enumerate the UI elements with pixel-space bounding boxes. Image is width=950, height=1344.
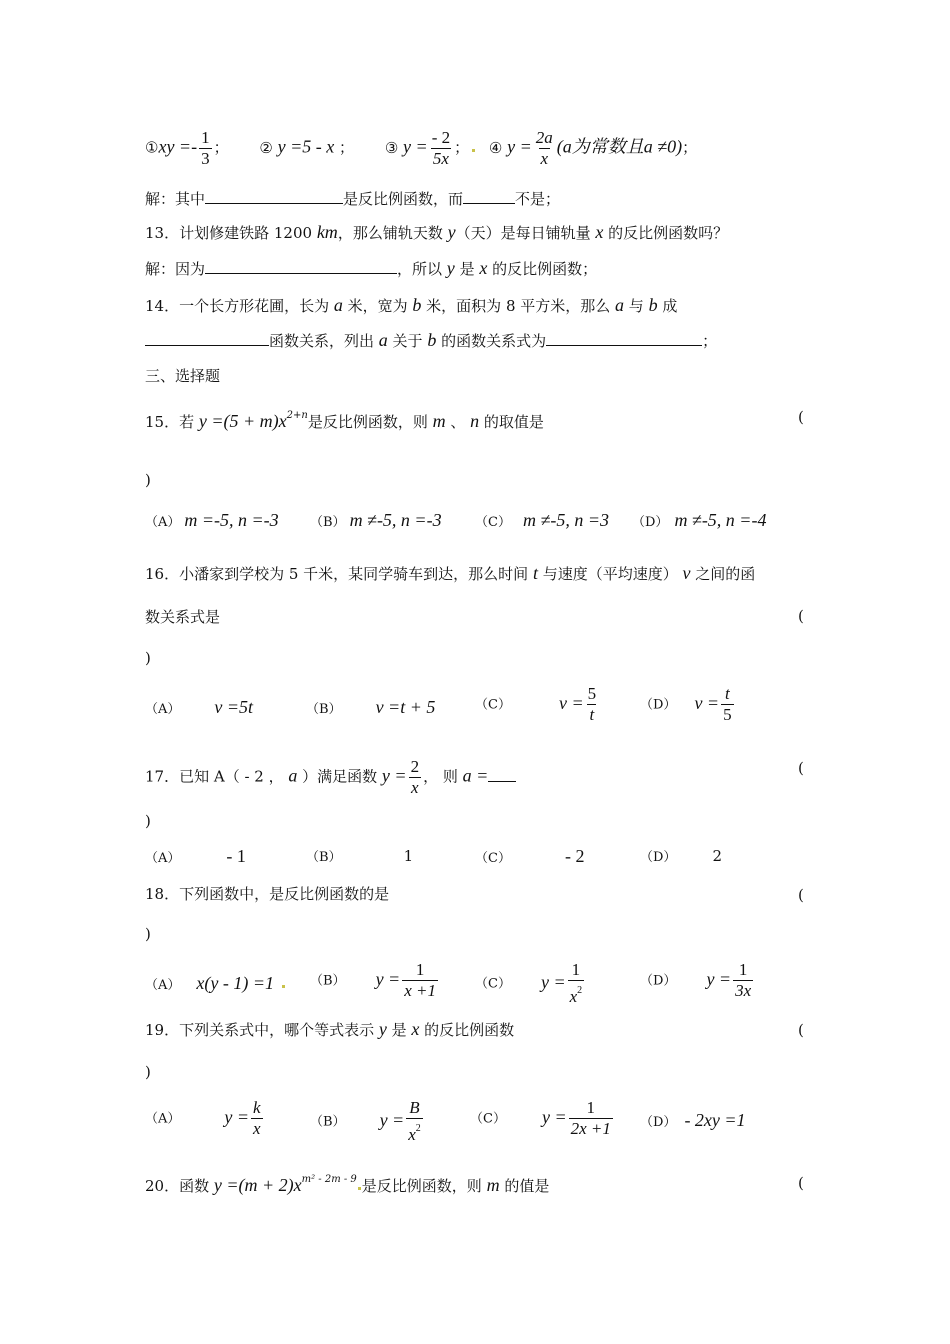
q18-option-d[interactable] [640, 960, 755, 1001]
fraction-numerator: t [724, 684, 730, 703]
q16-text: 16．小潘家到学校为 5 千米，某同学骑车到达，那么时间 [145, 565, 533, 583]
var-b: b [412, 295, 422, 315]
q17-function-lhs: y = [381, 765, 407, 786]
answer-suffix: 不是； [515, 190, 561, 208]
answer-suffix: 的反比例函数； [487, 260, 598, 278]
q13-text: （天）是每日铺轨量 [455, 224, 596, 242]
formula-1-lhs: xy =- [158, 136, 198, 157]
q13-text: 13．计划修建铁路 1200 [145, 224, 317, 242]
fraction-numerator: 1 [571, 960, 581, 979]
formula-3-lhs: y = [403, 136, 428, 157]
q14-text: ； [702, 332, 718, 350]
option-label: （D） [640, 1115, 677, 1130]
option-lhs: y = [379, 1109, 405, 1130]
q19-text: 的反比例函数 [419, 1021, 515, 1039]
option-lhs: y = [224, 1106, 250, 1127]
answer-prefix: 解：因为 [145, 260, 206, 278]
option-expr: m ≠-5, n =-4 [674, 510, 767, 530]
answer-paren-open: ( [798, 886, 804, 904]
option-label: （B） [310, 1114, 346, 1130]
q18-option-c[interactable] [475, 960, 586, 1007]
option-fraction [586, 684, 599, 725]
answer-paren-close: ) [145, 1063, 151, 1081]
option-expr: - 2xy =1 [684, 1110, 746, 1130]
q14-text: 米，面积为 8 平方米，那么 [421, 297, 616, 315]
option-label: （D） [640, 850, 677, 865]
q17-option-d[interactable] [640, 846, 722, 865]
q19-option-d[interactable] [640, 1110, 746, 1131]
fraction-denominator: t [589, 705, 595, 724]
option-expr: m ≠-5, n =-3 [349, 510, 442, 530]
separator: ； [213, 138, 229, 157]
q16-text: 之间的函 [690, 565, 756, 583]
q14-text: 与 [624, 297, 649, 315]
q17-text: 17．已知 A（ - 2 ， [145, 767, 289, 786]
q19-option-c[interactable] [470, 1098, 615, 1139]
q14-text: 米，宽为 [342, 297, 413, 315]
formula-1-fraction [199, 128, 212, 169]
q15-text: 的取值是 [479, 413, 544, 431]
fraction-denominator: 5 [723, 705, 732, 724]
q16-option-b[interactable] [306, 697, 435, 718]
formula-4-numerator: 2a [535, 128, 553, 147]
q12-formula-list [145, 128, 697, 169]
formula-4-denominator: x [540, 149, 549, 168]
answer-paren-open: ( [798, 408, 804, 426]
option-label: （D） [632, 515, 669, 530]
question-15 [145, 406, 544, 432]
answer-blank[interactable] [205, 259, 397, 274]
option-fraction [406, 1098, 423, 1145]
denominator-base: x [569, 987, 578, 1006]
option-label: （A） [145, 702, 181, 717]
var-a: a [615, 295, 625, 315]
fraction-denominator: x +1 [404, 981, 436, 1000]
formula-1-numerator: 1 [201, 128, 210, 147]
q13-unit: km [316, 222, 338, 242]
q19-option-b[interactable] [310, 1098, 425, 1145]
var-t: t [532, 563, 538, 583]
option-label: （A） [145, 978, 181, 993]
option-label: （A） [145, 851, 181, 866]
question-19 [145, 1019, 514, 1040]
var-b: b [648, 295, 658, 315]
formula-3-fraction [430, 128, 452, 169]
fraction-denominator [406, 1118, 423, 1145]
q17-option-c[interactable] [475, 846, 584, 867]
q13-answer-line [145, 258, 597, 279]
option-label: （B） [310, 515, 346, 530]
fraction-denominator [568, 980, 585, 1007]
var-b: b [427, 330, 437, 350]
separator: ； [339, 138, 355, 157]
q15-option-b[interactable] [310, 510, 442, 531]
option-expr: - 1 [226, 846, 246, 866]
stray-dot-mark [472, 149, 475, 152]
option-label: （A） [145, 515, 181, 530]
answer-paren-close: ) [145, 649, 151, 667]
denominator-exponent: 2 [577, 985, 583, 996]
formula-1-denominator: 3 [201, 149, 210, 168]
answer-blank-1[interactable] [205, 189, 343, 204]
fraction-denominator: 3x [735, 981, 752, 1000]
option-label: （C） [475, 851, 511, 866]
formula-4-condition: (a为常数且a ≠0) [556, 136, 683, 157]
var-m: m [486, 1175, 500, 1195]
option-lhs: y = [541, 1106, 567, 1127]
separator: ； [682, 138, 698, 157]
fraction-denominator: x [253, 1119, 261, 1138]
q15-formula: y =(5 + m)x [198, 411, 287, 431]
stray-dot-mark [282, 985, 285, 988]
formula-3-numerator: - 2 [431, 128, 451, 147]
option-expr: m ≠-5, n =3 [522, 510, 609, 530]
option-label: （C） [475, 515, 511, 530]
item-marker-1: ① [145, 138, 159, 157]
item-marker-4: ④ [488, 138, 503, 157]
answer-mid-text: 是反比例函数，而 [343, 190, 464, 208]
q17-answer-lhs: a = [462, 765, 489, 786]
option-lhs: y = [706, 968, 732, 989]
option-label: （B） [306, 850, 342, 865]
var-x: x [411, 1019, 420, 1039]
option-label: （C） [475, 697, 511, 713]
fraction-numerator: B [409, 1098, 420, 1117]
q14-text: 成 [657, 297, 678, 315]
denominator-base: x [408, 1125, 416, 1144]
answer-paren-open: ( [798, 1021, 804, 1039]
q15-option-d[interactable] [632, 510, 766, 531]
q17-text: ， 则 [423, 767, 463, 786]
fraction-numerator: 1 [586, 1098, 595, 1117]
q12-answer-line [145, 189, 560, 209]
question-16 [145, 563, 755, 584]
q17-text: ）满足函数 [297, 767, 382, 786]
option-label: （D） [640, 697, 677, 713]
q20-formula: y =(m + 2)x [213, 1175, 302, 1195]
question-13 [145, 222, 728, 243]
q15-text: 是反比例函数，则 [307, 413, 433, 431]
q19-text: 是 [386, 1021, 412, 1039]
option-lhs: y = [375, 968, 401, 989]
question-17 [145, 757, 516, 798]
q16-option-d[interactable] [640, 684, 736, 725]
var-a: a [378, 330, 388, 350]
formula-4-fraction [534, 128, 555, 169]
q13-var-x: x [595, 222, 604, 242]
q19-text: 19．下列关系式中，哪个等式表示 [145, 1021, 379, 1039]
fraction-numerator: 1 [738, 960, 748, 979]
option-fraction [402, 960, 438, 1001]
section-title: 三、选择题 [145, 367, 221, 385]
fraction-denominator: x [411, 778, 419, 797]
q15-text: 15．若 [145, 413, 195, 431]
q15-exponent: 2+n [286, 410, 308, 421]
option-fraction [251, 1098, 263, 1139]
q14-text: 的函数关系式为 [436, 332, 547, 350]
option-lhs: y = [540, 971, 566, 992]
q20-exponent: m² - 2m - 9 [301, 1174, 357, 1185]
answer-paren-close: ) [145, 925, 151, 943]
var-x: x [479, 258, 488, 278]
var-y: y [446, 258, 455, 278]
option-expr: x(y - 1) =1 [196, 973, 274, 993]
option-lhs: v = [558, 692, 584, 713]
option-expr: 1 [403, 847, 414, 865]
fraction-numerator: k [253, 1098, 261, 1117]
answer-text: 是 [454, 260, 480, 278]
question-18: 18．下列函数中，是反比例函数的是 [145, 885, 390, 903]
option-expr: m =-5, n =-3 [184, 510, 279, 530]
answer-mid-text: ，所以 [397, 260, 447, 278]
q13-text: ，那么铺轨天数 [337, 224, 448, 242]
var-n: n [470, 411, 480, 431]
option-label: （D） [640, 973, 677, 989]
q17-function-fraction [409, 757, 422, 798]
var-m: m [432, 411, 446, 431]
option-expr: v =5t [214, 697, 254, 717]
option-label: （A） [145, 1111, 181, 1127]
option-label: （C） [475, 976, 511, 992]
q20-text: 20．函数 [145, 1177, 214, 1195]
option-fraction [568, 960, 585, 1007]
question-14 [145, 295, 677, 316]
q19-option-a[interactable] [145, 1098, 265, 1139]
separator: ； [454, 138, 470, 157]
q14-text: 14．一个长方形花圃，长为 [145, 297, 334, 315]
option-fraction [721, 684, 734, 725]
question-16-line-2: 数关系式是 [145, 608, 221, 626]
q16-option-a[interactable] [145, 697, 253, 718]
answer-paren-close: ) [145, 471, 151, 489]
var-y: y [378, 1019, 387, 1039]
q15-option-a[interactable] [145, 510, 279, 531]
option-label: （C） [470, 1111, 506, 1127]
var-a: a [333, 295, 343, 315]
option-expr: v =t + 5 [375, 697, 436, 717]
item-marker-2: ② [259, 138, 273, 157]
q16-text: 与速度（平均速度） [537, 565, 683, 583]
answer-blank[interactable] [488, 767, 516, 782]
stray-dot-mark [358, 1187, 361, 1190]
q15-option-c[interactable] [475, 510, 609, 531]
fraction-numerator: 5 [587, 684, 597, 703]
answer-paren-open: ( [798, 759, 804, 777]
fraction-numerator: 1 [415, 960, 425, 979]
answer-blank-2[interactable] [463, 189, 515, 204]
var-v: v [682, 563, 691, 583]
q18-option-b[interactable] [310, 960, 440, 1001]
fraction-denominator: 2x +1 [570, 1119, 611, 1138]
question-20 [145, 1170, 549, 1196]
answer-paren-close: ) [145, 812, 151, 830]
q14-text: 关于 [387, 332, 428, 350]
q13-var-y: y [447, 222, 456, 242]
answer-blank-2[interactable] [546, 331, 702, 346]
item-marker-3: ③ [384, 138, 399, 157]
q20-text: 的值是 [499, 1177, 550, 1195]
answer-paren-open: ( [798, 607, 804, 625]
answer-blank-1[interactable] [145, 331, 269, 346]
formula-3-denominator: 5x [432, 149, 449, 168]
formula-2: y =5 - x [277, 136, 335, 157]
option-label: （B） [310, 973, 346, 989]
option-lhs: v = [694, 692, 720, 713]
q14-text: 函数关系，列出 [269, 332, 379, 350]
option-expr: - 2 [564, 846, 585, 866]
option-fraction [569, 1098, 613, 1139]
fraction-numerator: 2 [410, 757, 420, 776]
answer-paren-open: ( [798, 1174, 804, 1192]
answer-prefix: 解：其中 [145, 190, 206, 208]
denominator-exponent: 2 [415, 1123, 421, 1134]
q20-text: 是反比例函数，则 [361, 1177, 487, 1195]
option-expr: 2 [712, 847, 722, 865]
q15-text: 、 [445, 413, 471, 431]
question-14-line-2 [145, 330, 717, 351]
formula-4-lhs: y = [507, 136, 532, 157]
option-label: （B） [306, 702, 342, 717]
q16-option-c[interactable] [475, 684, 600, 725]
q17-option-b[interactable] [306, 846, 413, 865]
q13-text: 的反比例函数吗？ [603, 224, 729, 242]
q18-option-a[interactable] [145, 973, 288, 994]
var-a: a [288, 765, 298, 786]
q17-option-a[interactable] [145, 846, 246, 867]
option-fraction [733, 960, 753, 1001]
